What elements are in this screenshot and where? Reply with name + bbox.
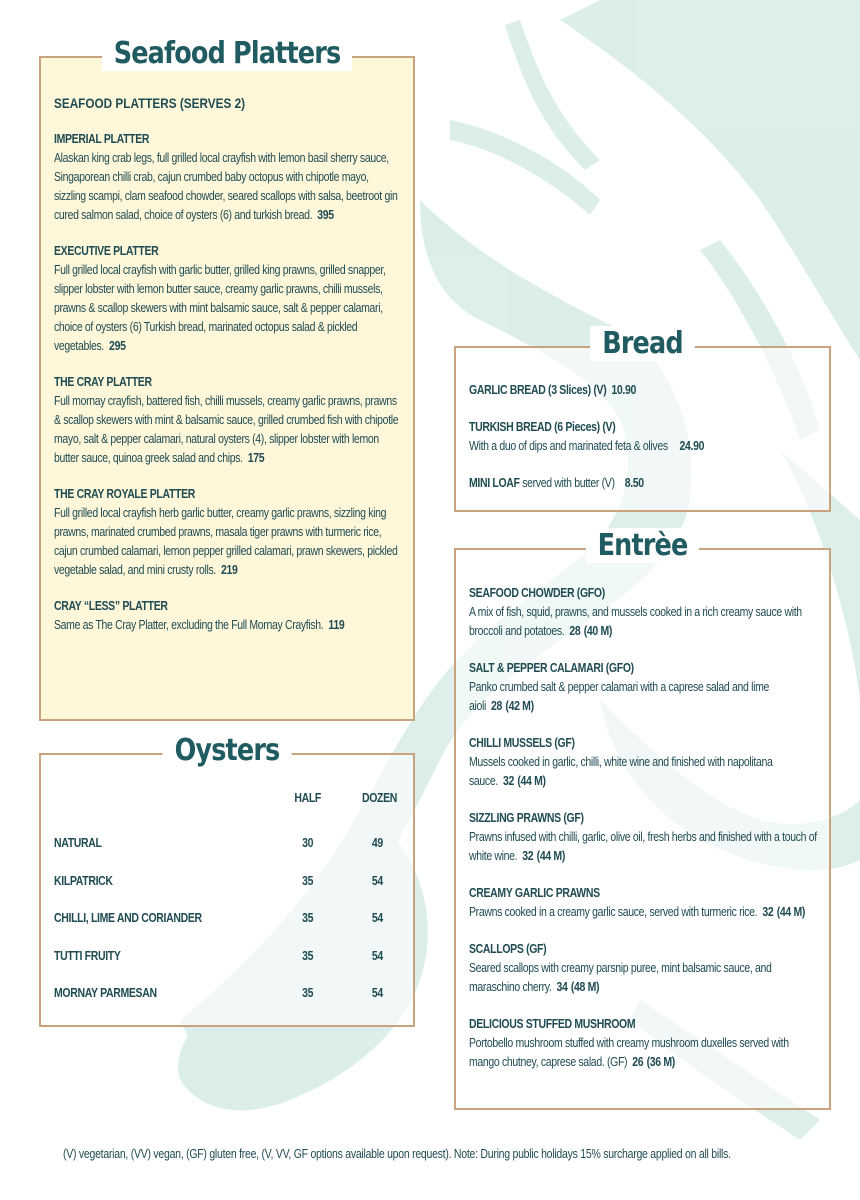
bread-section [454,326,831,512]
menu-item [469,734,819,791]
item-name: SEAFOOD CHOWDER (GFO) [469,586,605,600]
item-desc: Full grilled local crayfish herb garlic butter, creamy garlic prawns, sizzling king prawns, marinated crumbed prawns, masala tiger prawns with turmeric rice, cajun crumbed calamari, lemon pepper grilled calamari, prawn skewers, pickled vegetable salad, and mini crusty rolls. [54,506,398,577]
menu-item [54,597,403,635]
item-price-main: (44 M) [536,849,565,863]
item-desc: Full grilled local crayfish with garlic butter, grilled king prawns, grilled snapper, slipper lobster with lemon butter sauce, creamy garlic prawns, chilli mussels, prawns & scallop skewers with mint balsamic sauce, salt & pepper calamari, choice of oysters (6) Turkish bread, marinated octopus salad & pickled vegetables. [54,263,386,353]
item-price-main: (44 M) [517,774,546,788]
oysters-table [54,789,404,1022]
oyster-half: 35 [302,986,314,1000]
item-name: TURKISH BREAD (6 Pieces) (V) [469,420,616,434]
item-price: 175 [247,451,265,465]
oysters-section [39,733,415,1027]
item-price: 34 [556,980,568,994]
item-name: SALT & PEPPER CALAMARI (GFO) [469,661,634,675]
item-price: 119 [328,618,345,632]
item-desc: Same as The Cray Platter, excluding the Full Mornay Crayfish. [54,618,324,632]
item-name: CRAY “LESS” PLATTER [54,599,168,613]
menu-item [54,373,403,468]
item-price: 295 [109,339,126,353]
item-price-main: (36 M) [646,1055,675,1069]
item-price-main: (48 M) [570,980,600,994]
item-desc: Panko crumbed salt & pepper calamari with a caprese salad and lime aioli [469,680,769,713]
oysters-title: Oysters [163,733,292,768]
item-price: 219 [221,563,238,577]
item-desc: Full mornay crayfish, battered fish, chilli mussels, creamy garlic prawns, prawns & scallop skewers with mint & balsamic sauce, grilled crumbed fish with chipotle mayo, salt & pepper calamari, natural oysters (4), slipper lobster with lemon butter sauce, quinoa greek salad and chips. [54,394,399,465]
item-desc: served with butter (V) [522,476,615,490]
oyster-name: CHILLI, LIME AND CORIANDER [54,911,202,925]
item-desc: Seared scallops with creamy parsnip puree, mint balsamic sauce, and maraschino cherry. [469,961,772,994]
item-desc: A mix of fish, squid, prawns, and mussels cooked in a rich creamy sauce with broccoli and potatoes. [469,605,802,638]
menu-item [54,485,403,580]
oyster-name: TUTTI FRUITY [54,948,121,963]
item-name: DELICIOUS STUFFED MUSHROOM [469,1017,636,1031]
table-row [54,872,404,910]
item-name: CHILLI MUSSELS (GF) [469,736,575,750]
oyster-dozen: 54 [371,873,383,888]
oyster-dozen: 49 [371,836,383,850]
item-name: EXECUTIVE PLATTER [54,244,159,258]
oyster-half: 35 [302,948,314,963]
oyster-name: MORNAY PARMESAN [54,986,157,1000]
item-desc: Mussels cooked in garlic, chilli, white wine and finished with napolitana sauce. [469,755,773,788]
item-price-main: (40 M) [583,624,613,638]
menu-item [469,809,819,866]
oyster-half: 30 [302,836,314,850]
oyster-dozen: 54 [371,948,383,963]
item-price: 32 [762,905,774,919]
seafood-platters-section [39,36,415,721]
platters-title: Seafood Platters [102,36,352,71]
entree-section [454,528,831,1110]
item-desc: Portobello mushroom stuffed with creamy mushroom duxelles served with mango chutney, caprese salad. (GF) [469,1036,789,1069]
item-name: THE CRAY ROYALE PLATTER [54,487,196,501]
menu-item [469,940,819,997]
platters-subtitle: SEAFOOD PLATTERS (SERVES 2) [54,95,246,111]
item-name: GARLIC BREAD (3 Slices) (V) [469,383,607,397]
item-name: SIZZLING PRAWNS (GF) [469,811,584,825]
item-name: CREAMY GARLIC PRAWNS [469,886,600,900]
item-price: 32 [522,849,534,863]
item-price: 26 [632,1055,644,1069]
oyster-name: NATURAL [54,836,102,850]
menu-item [469,659,819,716]
table-row [54,834,404,872]
menu-item [469,474,819,493]
footer-note: (V) vegetarian, (VV) vegan, (GF) gluten free, (V, VV, GF options available upon request). Note: During public holidays 15% surcharge applied on all bills. [63,1147,731,1161]
table-row [54,947,404,985]
item-name: SCALLOPS (GF) [469,942,547,956]
oyster-dozen: 54 [371,911,383,925]
menu-item [54,130,403,225]
col-dozen: DOZEN [361,791,398,805]
item-desc: Prawns infused with chilli, garlic, olive oil, fresh herbs and finished with a touch of white wine. [469,830,817,863]
table-row [54,984,404,1022]
item-desc: With a duo of dips and marinated feta & olives [469,439,668,453]
item-price: 395 [317,208,334,222]
menu-item [469,884,819,922]
oyster-name: KILPATRICK [54,873,113,888]
item-price: 32 [502,774,514,788]
menu-item [469,1015,819,1072]
table-row [54,909,404,947]
bread-title: Bread [590,326,694,361]
menu-item [469,418,819,456]
item-desc: Alaskan king crab legs, full grilled local crayfish with lemon basil sherry sauce, Singaporean chilli crab, cajun crumbed baby octopus with chipotle mayo, sizzling scampi, clam seafood chowder, seared scallops with salsa, beetroot gin cured salmon salad, choice of oysters (6) and turkish bread. [54,151,398,222]
oyster-half: 35 [302,911,314,925]
item-price-main: (42 M) [505,699,534,713]
oyster-half: 35 [302,873,314,888]
section-title [69,731,385,771]
menu-item [469,584,819,641]
table-header [54,789,404,834]
item-price: 10.90 [611,383,637,397]
menu-item [469,381,819,400]
entree-title: Entrèe [586,528,700,563]
col-half: HALF [294,791,322,805]
oyster-dozen: 54 [371,986,383,1000]
item-price: 24.90 [679,439,705,453]
item-name: MINI LOAF [469,476,520,490]
item-name: IMPERIAL PLATTER [54,132,150,146]
menu-item [54,242,403,356]
item-desc: Prawns cooked in a creamy garlic sauce, served with turmeric rice. [469,905,758,919]
item-price: 28 [491,699,503,713]
item-price-main: (44 M) [776,905,806,919]
item-price: 28 [569,624,581,638]
item-name: THE CRAY PLATTER [54,375,152,389]
item-price: 8.50 [624,476,644,490]
